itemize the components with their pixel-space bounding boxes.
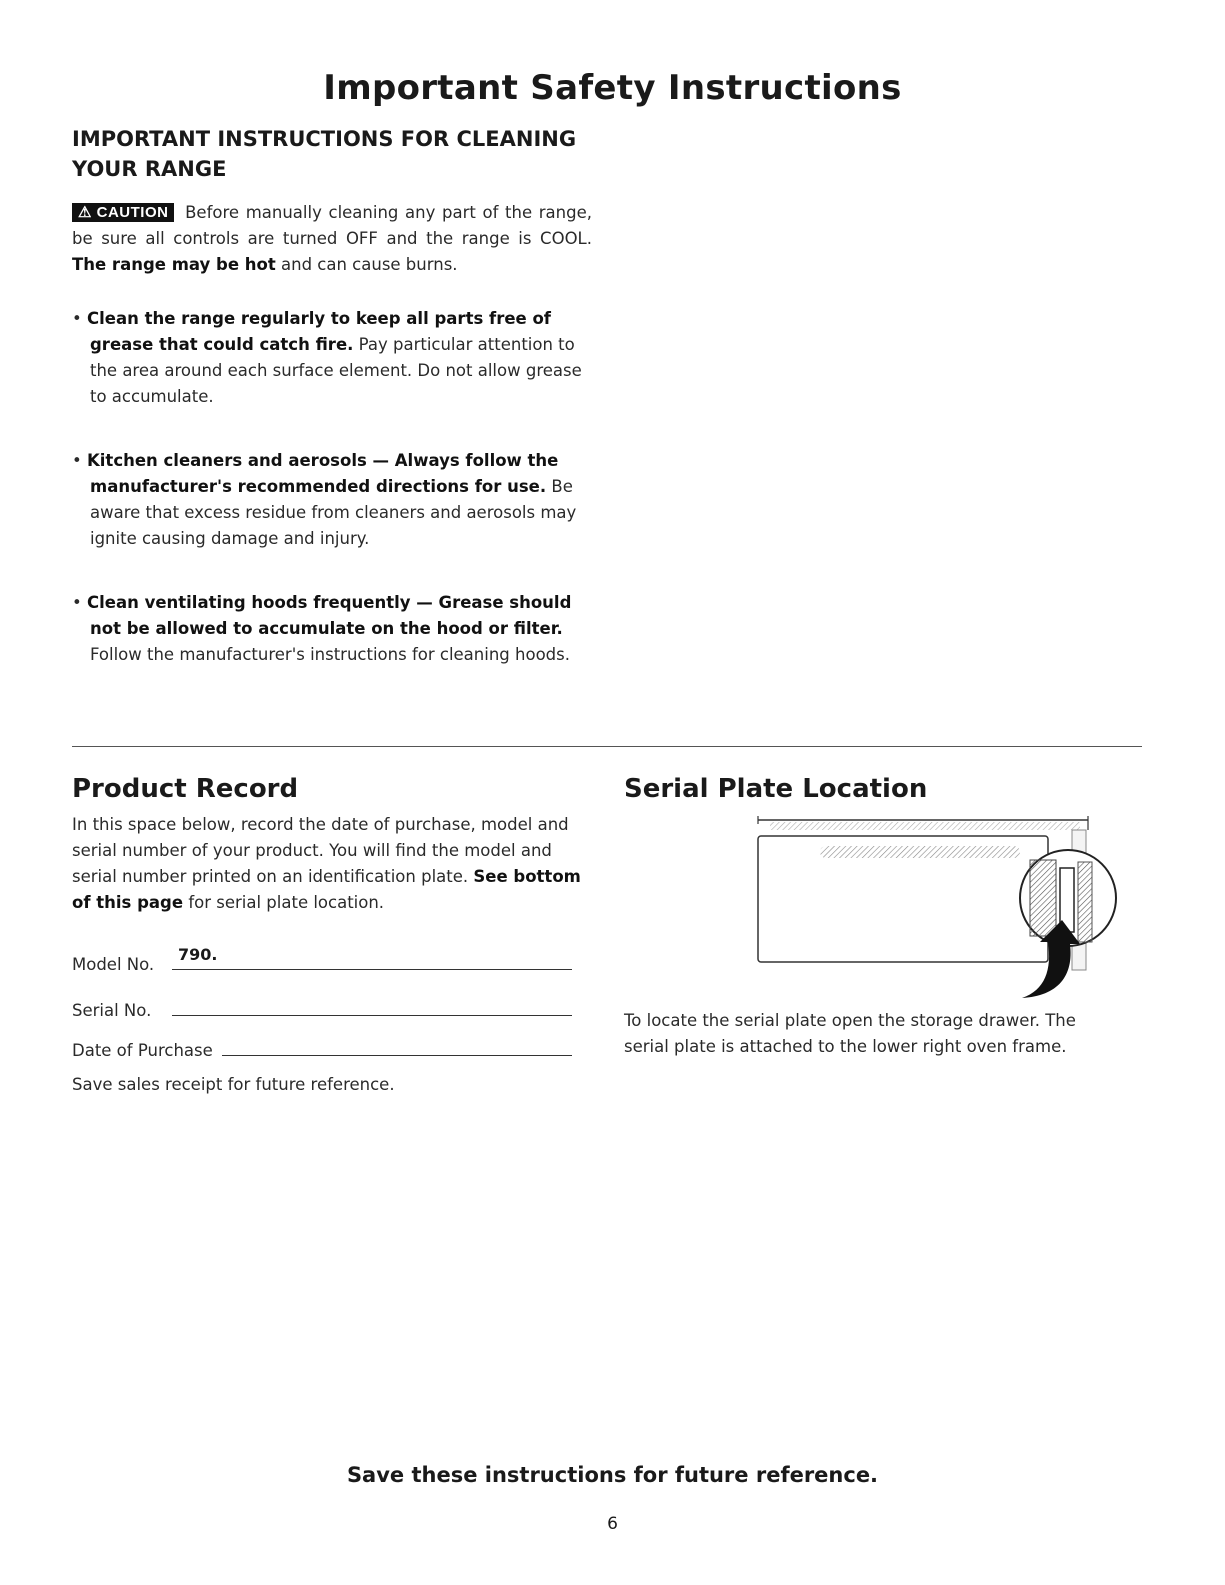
model-number-field[interactable] [72, 944, 582, 974]
serial-number-label: Serial No. [72, 1001, 152, 1020]
caution-text: Before manually cleaning any part of the range, be sure all controls are turned OFF and the range is COOL. [72, 203, 592, 248]
bullet-bold-text: Clean the range regularly to keep all parts free of grease that could catch fire. [86, 309, 551, 354]
caution-badge [72, 203, 174, 222]
warning-triangle-icon: ⚠ [78, 204, 92, 221]
product-record-intro [72, 812, 592, 916]
section-heading-line1: IMPORTANT INSTRUCTIONS FOR CLEANING [72, 127, 577, 151]
caution-paragraph [72, 200, 592, 278]
serial-plate-caption: To locate the serial plate open the storage drawer. The serial plate is attached to the lower right oven frame. [624, 1011, 1076, 1056]
bullet-icon: • [72, 309, 87, 328]
bullet-item [72, 306, 602, 410]
section-heading [72, 124, 632, 184]
model-number-label: Model No. [72, 955, 155, 974]
page-number: 6 [607, 1514, 618, 1534]
bullet-icon: • [72, 451, 87, 470]
page-title: Important Safety Instructions [323, 68, 902, 108]
receipt-note: Save sales receipt for future reference. [72, 1075, 395, 1094]
footer-note: Save these instructions for future reference. [346, 1463, 879, 1487]
intro-bold-text: See bottom of this page [72, 867, 581, 912]
model-number-value: 790. [178, 945, 218, 964]
intro-text: In this space below, record the date of purchase, model and serial number of your product. You will find the model and serial number printed on an identification plate. [72, 815, 569, 886]
bullet-text: Be aware that excess residue from cleaners and aerosols may ignite causing damage and injury. [90, 477, 577, 548]
drawer-illustration [740, 810, 1130, 1010]
intro-tail-text: for serial plate location. [188, 893, 385, 912]
product-record-heading: Product Record [72, 774, 299, 804]
caution-tail-text: and can cause burns. [281, 255, 458, 274]
bullet-icon: • [72, 593, 87, 612]
bullet-item [72, 448, 602, 552]
model-number-line [172, 969, 572, 970]
bullet-bold-text: Clean ventilating hoods frequently — Grease should not be allowed to accumulate on the hood or filter. [86, 593, 572, 638]
serial-number-line [172, 1015, 572, 1016]
caution-badge-label: CAUTION [96, 204, 169, 221]
bullet-item [72, 590, 602, 668]
serial-plate-heading: Serial Plate Location [624, 774, 928, 804]
serial-number-field[interactable] [72, 990, 582, 1020]
date-of-purchase-label: Date of Purchase [72, 1041, 213, 1060]
section-divider [72, 746, 1142, 747]
date-of-purchase-field[interactable] [72, 1030, 582, 1060]
bullet-text: Follow the manufacturer's instructions for cleaning hoods. [90, 645, 570, 664]
date-of-purchase-line [222, 1055, 572, 1056]
bullet-bold-text: Kitchen cleaners and aerosols — Always follow the manufacturer's recommended directions for use. [86, 451, 559, 496]
section-heading-line2: YOUR RANGE [72, 157, 227, 181]
bullet-text: Pay particular attention to the area around each surface element. Do not allow grease to accumulate. [90, 335, 582, 406]
caution-bold-text: The range may be hot [72, 255, 276, 274]
